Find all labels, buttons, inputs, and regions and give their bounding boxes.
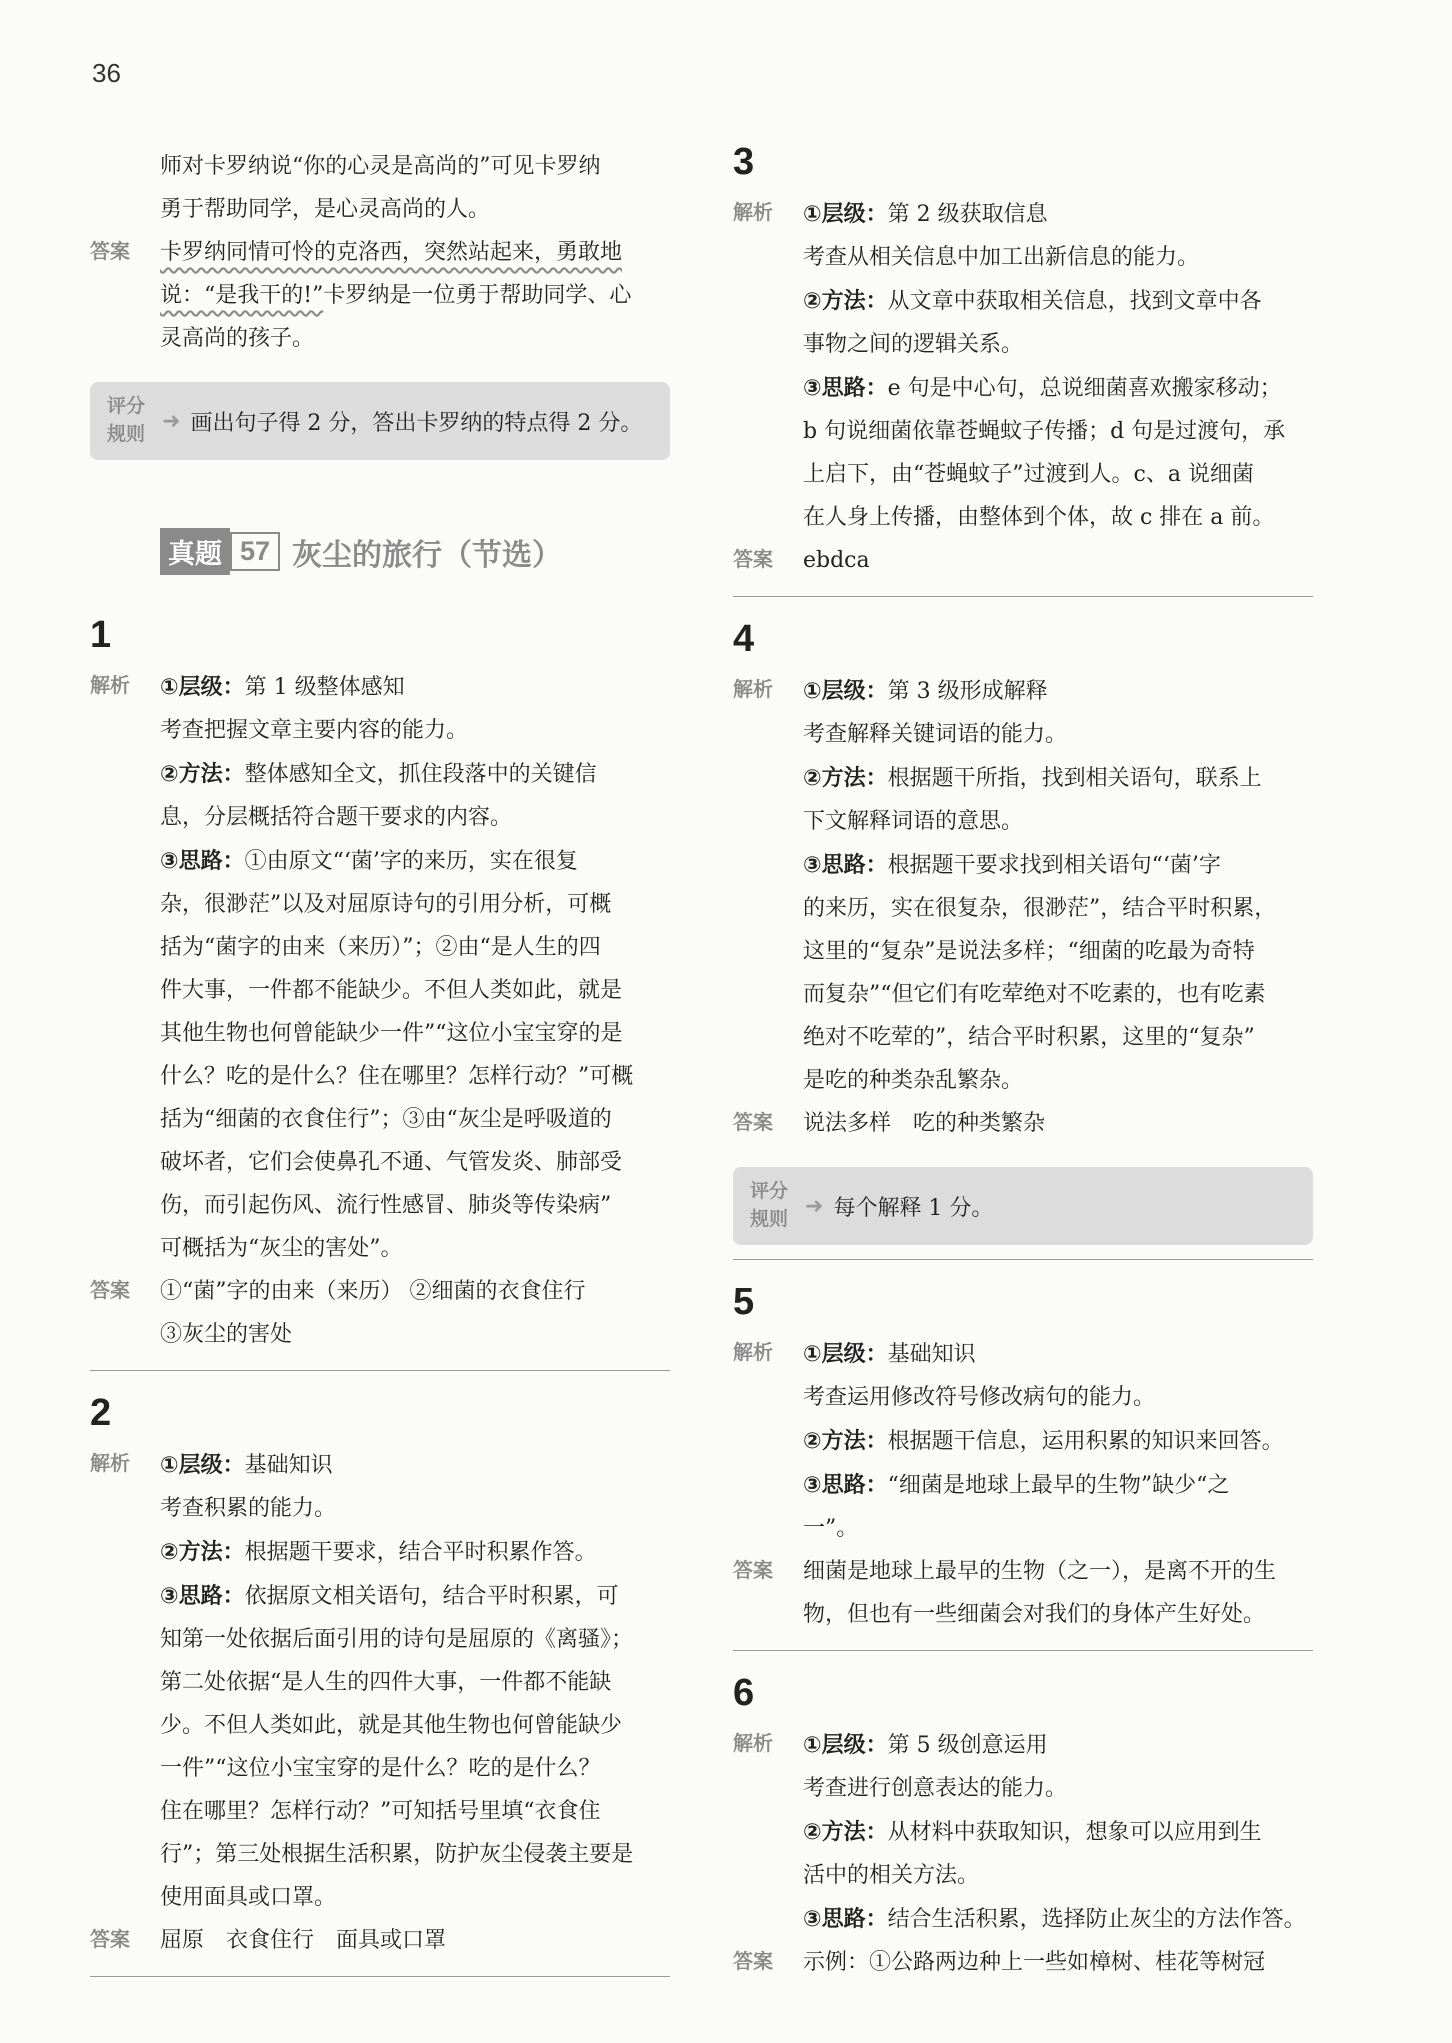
left-column — [90, 145, 670, 1983]
answer-tag: 答案 — [733, 1112, 773, 1134]
question-number: 5 — [733, 1281, 755, 1323]
question-number: 2 — [90, 1392, 112, 1434]
answer-tag: 答案 — [90, 241, 130, 263]
analysis-block: 解析 ①层级：基础知识 考查运用修改符号修改病句的能力。 ②方法：根据题干信息，运用积累的知识来回答。 ③思路：“细菌是地球上最早的生物”缺少“之 一”。 — [733, 1332, 1313, 1550]
analysis-tag: 解析 — [733, 679, 773, 701]
score-rule-label: 评分 规则 — [749, 1181, 788, 1230]
title-text: 灰尘的旅行（节选） — [292, 538, 563, 572]
answer-block: 答案 细菌是地球上最早的生物（之一），是离不开的生 物，但也有一些细菌会对我们的身体产生好处。 — [733, 1550, 1313, 1636]
right-column — [733, 138, 1313, 1984]
score-rule-label: 评分 规则 — [106, 396, 145, 445]
title-number: 57 — [230, 532, 280, 571]
analysis-block: 解析 ①层级：第 1 级整体感知 考查把握文章主要内容的能力。 ②方法：整体感知全文，抓住段落中的关键信 息，分层概括符合题干要求的内容。 ③思路：①由原文“‘菌’字的来历，实在很复 杂，很渺茫”以及对屈原诗句的引用分析，可概 括为“菌字的由来（来历）”；②由“是人生的四 件大事，一件都不能缺少。不但人类如此，就是 其他生物也何曾能缺少一件”“这位小宝宝穿的是 什么？吃的是什么？住在哪里？怎样行动？”可概 括为“细菌的衣食住行”；③由“灰尘是呼吸道的 破坏者，它们会使鼻孔不通、气管发炎、肺部受 伤，而引起伤风、流行性感冒、肺炎等传染病” 可概括为“灰尘的害处”。 — [90, 665, 670, 1270]
arrow-icon: ➜ — [805, 1193, 824, 1219]
analysis-block: 解析 ①层级：基础知识 考查积累的能力。 ②方法：根据题干要求，结合平时积累作答。 ③思路：依据原文相关语句，结合平时积累，可 知第一处依据后面引用的诗句是屈原的《离骚》； 第二处依据“是人生的四件大事，一件都不能缺 少。不但人类如此，就是其他生物也何曾能缺少 一件”“这位小宝宝穿的是什么？吃的是什么？ 住在哪里？怎样行动？”可知括号里填“衣食住 行”；第三处根据生活积累，防护灰尘侵袭主要是 使用面具或口罩。 — [90, 1443, 670, 1919]
score-rule-box — [733, 1167, 1313, 1245]
divider — [733, 1259, 1313, 1260]
answer-tag: 答案 — [90, 1929, 130, 1951]
analysis-tag: 解析 — [90, 675, 130, 697]
analysis-tag: 解析 — [733, 202, 773, 224]
analysis-block: 解析 ①层级：第 3 级形成解释 考查解释关键词语的能力。 ②方法：根据题干所指，找到相关语句，联系上 下文解释词语的意思。 ③思路：根据题干要求找到相关语句“‘菌’字 的来历，实在很复杂，很渺茫”，结合平时积累， 这里的“复杂”是说法多样；“细菌的吃最为奇特 而复杂”“但它们有吃荤绝对不吃素的，也有吃素 绝对不吃荤的”，结合平时积累，这里的“复杂” 是吃的种类杂乱繁杂。 — [733, 669, 1313, 1102]
answer-line — [160, 274, 670, 317]
answer-tag: 答案 — [733, 549, 773, 571]
title-badge: 真题 — [160, 528, 230, 575]
answer-tag: 答案 — [90, 1280, 130, 1302]
answer-tag: 答案 — [733, 1951, 773, 1973]
analysis-tag: 解析 — [733, 1342, 773, 1364]
analysis-block: 解析 ①层级：第 5 级创意运用 考查进行创意表达的能力。 ②方法：从材料中获取知识，想象可以应用到生 活中的相关方法。 ③思路：结合生活积累，选择防止灰尘的方法作答。 — [733, 1723, 1313, 1941]
answer-tag: 答案 — [733, 1560, 773, 1582]
question-number: 4 — [733, 618, 755, 660]
answer-quote: 说：“是我干的!” — [160, 283, 324, 308]
answer-text: 卡罗纳是一位勇于帮助同学、心 — [323, 283, 632, 308]
question-number: 1 — [90, 614, 112, 656]
answer-block: 答案 ①“菌”字的由来（来历） ②细菌的衣食住行 ③灰尘的害处 — [90, 1270, 670, 1356]
answer-block: 答案 示例：①公路两边种上一些如樟树、桂花等树冠 — [733, 1941, 1313, 1984]
arrow-icon: ➜ — [162, 408, 181, 434]
question-number: 3 — [733, 141, 755, 183]
score-rule-text: 每个解释 1 分。 — [833, 1195, 994, 1221]
divider — [733, 596, 1313, 597]
intro-line: 勇于帮助同学，是心灵高尚的人。 — [160, 197, 491, 222]
intro-line: 师对卡罗纳说“你的心灵是高尚的”可见卡罗纳 — [160, 154, 601, 179]
answer-block: 答案 ebdca — [733, 539, 1313, 582]
divider — [90, 1370, 670, 1371]
analysis-tag: 解析 — [733, 1733, 773, 1755]
answer-block: 答案 说法多样 吃的种类繁杂 — [733, 1102, 1313, 1145]
analysis-block: 解析 ①层级：第 2 级获取信息 考查从相关信息中加工出新信息的能力。 ②方法：从文章中获取相关信息，找到文章中各 事物之间的逻辑关系。 ③思路：e 句是中心句，总说细菌喜欢搬家移动； b 句说细菌依靠苍蝇蚊子传播；d 句是过渡句，承 上启下，由“苍蝇蚊子”过渡到人。c、a 说细菌 在人身上传播，由整体到个体，故 c 排在 a 前。 — [733, 192, 1313, 539]
answer-line: 灵高尚的孩子。 — [160, 326, 315, 351]
section-title — [160, 528, 670, 575]
score-rule-text: 画出句子得 2 分，答出卡罗纳的特点得 2 分。 — [190, 410, 643, 436]
question-number: 6 — [733, 1672, 755, 1714]
page-number: 36 — [92, 58, 121, 88]
answer-block — [90, 231, 670, 360]
divider — [733, 1650, 1313, 1651]
score-rule-box — [90, 382, 670, 460]
divider — [90, 1976, 670, 1977]
analysis-tag: 解析 — [90, 1453, 130, 1475]
answer-line: 卡罗纳同情可怜的克洛西，突然站起来，勇敢地 — [160, 240, 623, 265]
answer-block: 答案 屈原 衣食住行 面具或口罩 — [90, 1919, 670, 1962]
